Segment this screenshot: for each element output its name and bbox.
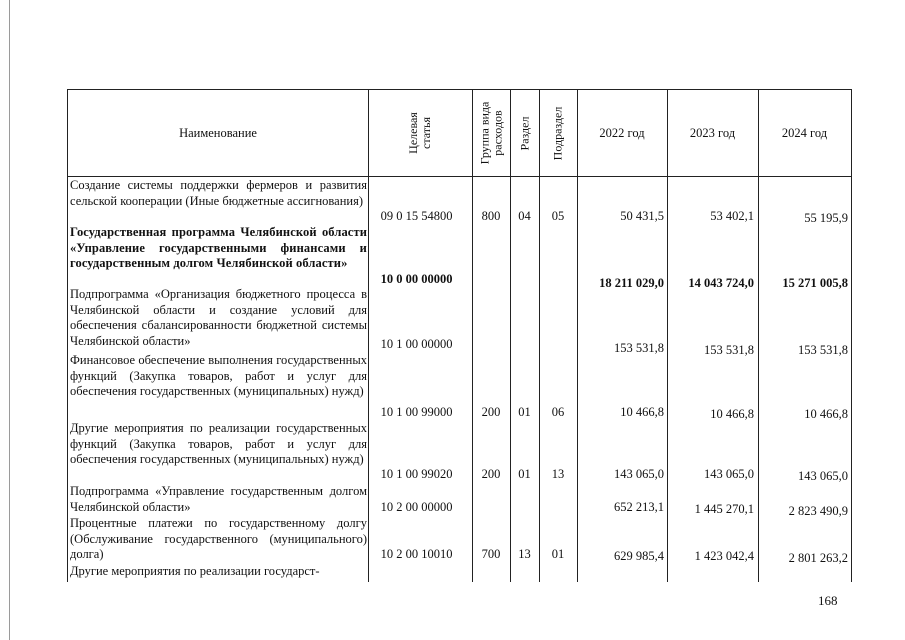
header-razdel-text: Раздел	[517, 116, 532, 150]
row-2024: 10 466,8	[804, 407, 848, 421]
header-code	[368, 90, 472, 176]
header-2024	[758, 90, 851, 176]
row-group: 800	[481, 209, 501, 223]
header-group-rotated	[478, 102, 504, 165]
row-razdel: 01	[518, 467, 531, 481]
budget-table	[67, 89, 852, 582]
header-2023-text: 2023 год	[689, 125, 736, 140]
row-name: Финансовое обеспечение выполнения государственных функций (Закупка товаров, работ и услуг для обеспечения государственных (муниципальных) нужд)	[70, 353, 367, 399]
row-razdel: 01	[518, 405, 531, 419]
row-podrazdel: 06	[551, 405, 565, 419]
row-razdel: 13	[518, 547, 531, 561]
row-name: Подпрограмма «Организация бюджетного процесса в Челябинской области и создание условий для обеспечения сбалансированности бюджетной системы Челябинской области»	[70, 287, 367, 348]
row-2023: 143 065,0	[704, 467, 754, 481]
header-group	[472, 90, 510, 176]
row-2022: 18 211 029,0	[599, 276, 664, 290]
column-divider	[539, 90, 540, 582]
row-podrazdel: 13	[551, 467, 565, 481]
row-code: 10 0 00 00000	[380, 272, 453, 286]
row-2022: 629 985,4	[614, 549, 664, 563]
row-2024: 143 065,0	[798, 469, 848, 483]
header-group-line1: Группа вида	[477, 101, 491, 165]
header-podrazdel	[539, 90, 577, 176]
row-code: 10 2 00 10010	[380, 547, 453, 561]
row-name: Подпрограмма «Управление государственным долгом Челябинской области»	[70, 484, 367, 514]
row-2023: 10 466,8	[710, 407, 754, 421]
row-group: 700	[481, 547, 501, 561]
header-group-line2: расходов	[490, 110, 504, 156]
row-2022: 652 213,1	[614, 500, 664, 514]
row-code: 09 0 15 54800	[380, 209, 453, 223]
header-2022-text: 2022 год	[599, 125, 645, 140]
header-razdel-rotated	[518, 116, 531, 150]
page-number: 168	[818, 593, 838, 608]
header-podrazdel-text: Подраздел	[550, 106, 565, 160]
table-header	[68, 90, 851, 177]
column-divider	[510, 90, 511, 582]
row-2023: 53 402,1	[710, 209, 754, 223]
column-divider	[472, 90, 473, 582]
row-2022: 153 531,8	[614, 341, 664, 355]
row-2022: 10 466,8	[620, 405, 664, 419]
row-2024: 2 801 263,2	[788, 551, 848, 565]
row-2023: 153 531,8	[704, 343, 754, 357]
row-group: 200	[481, 405, 501, 419]
page-edge-line	[9, 0, 10, 640]
row-razdel: 04	[518, 209, 531, 223]
header-podrazdel-rotated	[552, 106, 565, 160]
row-2023: 14 043 724,0	[688, 276, 754, 290]
header-code-rotated	[407, 112, 433, 154]
row-2024: 15 271 005,8	[782, 276, 848, 290]
row-name: Другие мероприятия по реализации государст-	[70, 564, 320, 578]
header-code-line2: статья	[418, 117, 433, 149]
row-code: 10 2 00 00000	[380, 500, 453, 514]
row-code: 10 1 00 99000	[380, 405, 453, 419]
header-name	[68, 90, 368, 176]
row-2023: 1 423 042,4	[694, 549, 754, 563]
row-group: 200	[481, 467, 501, 481]
header-code-line1: Целевая	[405, 112, 420, 154]
row-2024: 55 195,9	[804, 211, 848, 225]
row-2022: 50 431,5	[620, 209, 664, 223]
row-code: 10 1 00 00000	[380, 337, 453, 351]
row-name: Процентные платежи по государственному долгу (Обслуживание государственного (муниципального) долга)	[70, 516, 367, 562]
row-name: Создание системы поддержки фермеров и развития сельской кооперации (Иные бюджетные ассигнования)	[70, 178, 367, 208]
row-name: Государственная программа Челябинской области «Управление государственными финансами и государственным долгом Челябинской области»	[70, 225, 367, 271]
header-2022	[577, 90, 667, 176]
row-2022: 143 065,0	[614, 467, 664, 481]
row-podrazdel: 01	[551, 547, 565, 561]
header-razdel	[510, 90, 539, 176]
row-2024: 153 531,8	[798, 343, 848, 357]
row-name: Другие мероприятия по реализации государственных функций (Закупка товаров, работ и услуг для обеспечения государственных (муниципальных) нужд)	[70, 421, 367, 467]
header-2023	[667, 90, 758, 176]
row-code: 10 1 00 99020	[380, 467, 453, 481]
row-podrazdel: 05	[551, 209, 565, 223]
row-2023: 1 445 270,1	[694, 502, 754, 516]
header-name-text: Наименование	[179, 125, 257, 140]
header-2024-text: 2024 год	[781, 125, 828, 140]
row-2024: 2 823 490,9	[788, 504, 848, 518]
